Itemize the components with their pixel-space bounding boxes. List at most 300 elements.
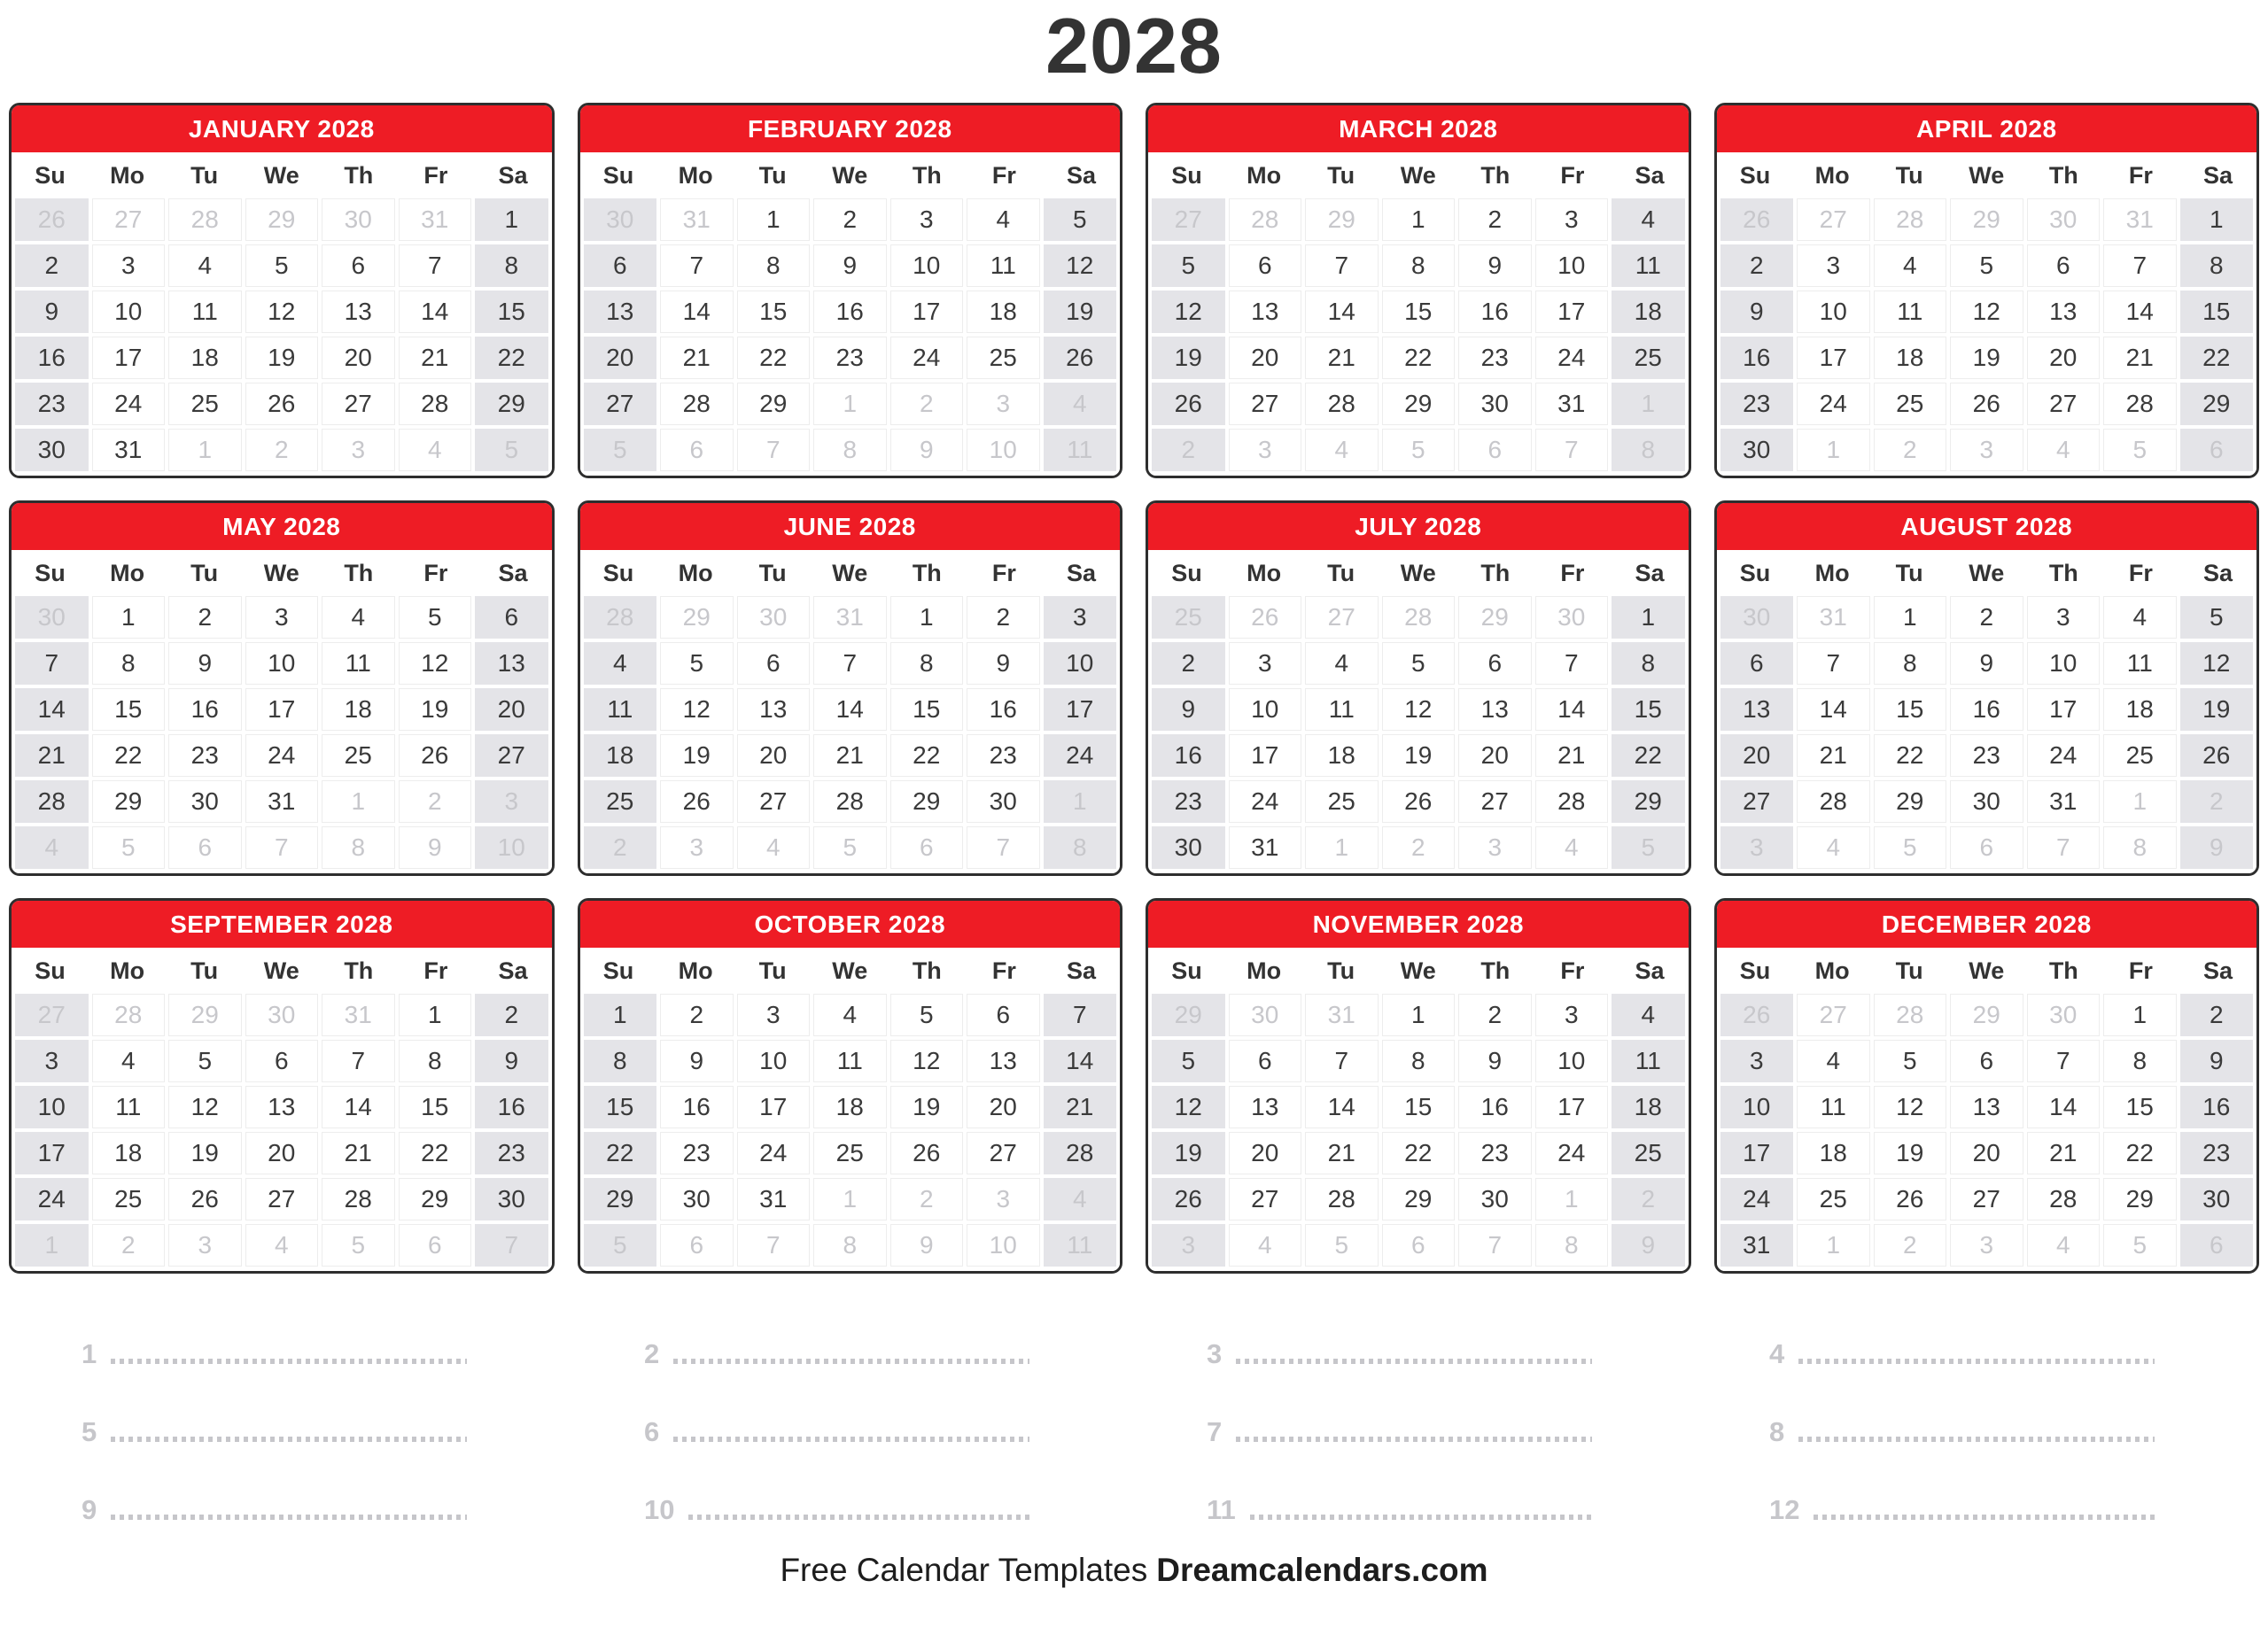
day-cell: 23 <box>1458 1132 1532 1174</box>
day-cell: 11 <box>1044 1224 1117 1267</box>
day-cell: 15 <box>1382 1086 1456 1128</box>
memo-line <box>1697 1445 2259 1526</box>
day-cell: 17 <box>15 1132 89 1174</box>
day-cell: 29 <box>1305 198 1379 241</box>
day-cell: 17 <box>1044 688 1117 731</box>
day-cell: 26 <box>245 383 319 425</box>
day-cell: 26 <box>1044 337 1117 379</box>
day-cell: 13 <box>1720 688 1794 731</box>
day-cell: 22 <box>584 1132 657 1174</box>
day-cell: 4 <box>1612 994 1685 1036</box>
month-card <box>9 898 555 1274</box>
day-cell: 23 <box>660 1132 734 1174</box>
day-cell: 16 <box>15 337 89 379</box>
day-cell: 7 <box>322 1040 395 1082</box>
day-cell: 6 <box>1458 429 1532 471</box>
day-cell: 21 <box>1044 1086 1117 1128</box>
day-cell: 14 <box>660 291 734 333</box>
day-cell: 29 <box>1874 780 1947 823</box>
day-cell: 5 <box>1044 198 1117 241</box>
day-cell: 25 <box>1612 337 1685 379</box>
day-cell: 28 <box>322 1178 395 1220</box>
day-cell: 15 <box>1382 291 1456 333</box>
day-cell: 16 <box>967 688 1040 731</box>
day-cell: 3 <box>1535 994 1609 1036</box>
day-cell: 26 <box>1874 1178 1947 1220</box>
day-cell: 30 <box>475 1178 548 1220</box>
day-cell: 18 <box>584 734 657 777</box>
day-cell: 4 <box>1535 826 1609 869</box>
day-cell: 30 <box>660 1178 734 1220</box>
day-cell: 19 <box>1152 1132 1225 1174</box>
day-cell: 5 <box>399 596 472 639</box>
day-cell: 4 <box>245 1224 319 1267</box>
weekday-label: Fr <box>423 957 448 984</box>
day-cell: 16 <box>1720 337 1794 379</box>
day-cell: 3 <box>1535 198 1609 241</box>
day-cell: 25 <box>1797 1178 1870 1220</box>
day-cell: 2 <box>890 1178 964 1220</box>
day-cell: 3 <box>1720 1040 1794 1082</box>
day-cell: 13 <box>2027 291 2101 333</box>
day-cell: 5 <box>890 994 964 1036</box>
day-cell: 10 <box>1535 1040 1609 1082</box>
weekday-label: Su <box>1739 161 1771 189</box>
weekday-label: Mo <box>1814 559 1850 586</box>
day-cell: 31 <box>1305 994 1379 1036</box>
memo-line <box>571 1290 1134 1368</box>
day-cell: 24 <box>92 383 166 425</box>
day-cell: 7 <box>1535 642 1609 685</box>
day-cell: 6 <box>584 244 657 287</box>
month-header: JUNE 2028 <box>580 503 1121 550</box>
day-cell: 17 <box>92 337 166 379</box>
day-cell: 15 <box>2180 291 2254 333</box>
day-cell: 7 <box>813 642 887 685</box>
day-cell: 14 <box>1044 1040 1117 1082</box>
day-cell: 24 <box>1535 337 1609 379</box>
day-cell: 18 <box>1612 1086 1685 1128</box>
day-cell: 14 <box>322 1086 395 1128</box>
day-cell: 19 <box>2180 688 2254 731</box>
day-cell: 13 <box>245 1086 319 1128</box>
day-cell: 9 <box>475 1040 548 1082</box>
weekday-label: Tu <box>1327 161 1355 189</box>
memo-line-number: 8 <box>1769 1416 1785 1448</box>
month-header: SEPTEMBER 2028 <box>12 901 552 948</box>
day-cell: 13 <box>737 688 811 731</box>
day-cell: 27 <box>245 1178 319 1220</box>
day-cell: 25 <box>1152 596 1225 639</box>
day-cell: 14 <box>2103 291 2177 333</box>
day-cell: 15 <box>92 688 166 731</box>
month-card <box>1714 103 2260 478</box>
month-header: NOVEMBER 2028 <box>1148 901 1689 948</box>
day-cell: 31 <box>2103 198 2177 241</box>
weekday-label: Tu <box>758 161 787 189</box>
day-cell: 1 <box>92 596 166 639</box>
day-cell: 14 <box>1535 688 1609 731</box>
day-cell: 25 <box>813 1132 887 1174</box>
weekday-label: We <box>832 559 868 586</box>
day-cell: 29 <box>1382 1178 1456 1220</box>
weekday-label: Mo <box>1247 559 1282 586</box>
day-cell: 7 <box>2103 244 2177 287</box>
day-cell: 2 <box>1152 642 1225 685</box>
weekday-label: Th <box>2048 957 2078 984</box>
day-cell: 20 <box>2027 337 2101 379</box>
day-cell: 1 <box>322 780 395 823</box>
day-cell: 16 <box>475 1086 548 1128</box>
day-cell: 14 <box>1305 1086 1379 1128</box>
day-cell: 9 <box>660 1040 734 1082</box>
day-cell: 26 <box>1152 383 1225 425</box>
day-cell: 25 <box>168 383 242 425</box>
day-cell: 8 <box>1612 429 1685 471</box>
day-cell: 2 <box>15 244 89 287</box>
day-cell: 28 <box>1305 1178 1379 1220</box>
weekday-label: Su <box>602 559 634 586</box>
day-cell: 13 <box>1229 291 1302 333</box>
month-card <box>578 500 1123 876</box>
day-cell: 13 <box>475 642 548 685</box>
weekday-label: Su <box>602 957 634 984</box>
day-cell: 7 <box>1458 1224 1532 1267</box>
day-cell: 9 <box>967 642 1040 685</box>
day-cell: 7 <box>967 826 1040 869</box>
day-cell: 28 <box>1382 596 1456 639</box>
day-cell: 27 <box>92 198 166 241</box>
weekday-label: Sa <box>1635 161 1665 189</box>
day-cell: 30 <box>2027 994 2101 1036</box>
weekday-label: Su <box>1739 559 1771 586</box>
day-cell: 30 <box>1152 826 1225 869</box>
weekday-label: Th <box>2048 161 2078 189</box>
day-cell: 28 <box>1044 1132 1117 1174</box>
day-cell: 30 <box>737 596 811 639</box>
day-cell: 27 <box>1950 1178 2023 1220</box>
day-cell: 15 <box>475 291 548 333</box>
memo-dotted-line <box>111 1359 467 1364</box>
date-grid <box>1148 994 1689 1271</box>
day-cell: 10 <box>967 1224 1040 1267</box>
day-cell: 18 <box>322 688 395 731</box>
memo-line-number: 1 <box>82 1338 97 1370</box>
day-cell: 23 <box>15 383 89 425</box>
day-cell: 7 <box>737 1224 811 1267</box>
day-cell: 25 <box>2103 734 2177 777</box>
memo-dotted-line <box>1236 1359 1592 1364</box>
month-card <box>9 500 555 876</box>
day-cell: 27 <box>1797 994 1870 1036</box>
day-cell: 11 <box>92 1086 166 1128</box>
day-cell: 30 <box>168 780 242 823</box>
day-cell: 30 <box>1720 596 1794 639</box>
day-cell: 10 <box>1535 244 1609 287</box>
day-cell: 11 <box>1305 688 1379 731</box>
day-cell: 22 <box>1382 1132 1456 1174</box>
day-cell: 14 <box>399 291 472 333</box>
day-cell: 1 <box>2103 780 2177 823</box>
weekday-label: Th <box>344 161 374 189</box>
day-cell: 21 <box>1305 337 1379 379</box>
day-cell: 4 <box>2027 1224 2101 1267</box>
weekday-label: We <box>263 957 299 984</box>
day-cell: 2 <box>1382 826 1456 869</box>
month-card <box>9 103 555 478</box>
day-cell: 3 <box>15 1040 89 1082</box>
day-cell: 12 <box>890 1040 964 1082</box>
memo-line <box>1134 1368 1697 1448</box>
day-cell: 20 <box>1720 734 1794 777</box>
memo-line <box>9 1290 571 1368</box>
day-cell: 5 <box>660 642 734 685</box>
day-cell: 12 <box>245 291 319 333</box>
day-cell: 24 <box>890 337 964 379</box>
day-cell: 7 <box>1305 244 1379 287</box>
day-cell: 6 <box>1382 1224 1456 1267</box>
day-cell: 31 <box>1535 383 1609 425</box>
memo-line <box>571 1368 1134 1448</box>
weekday-label: Fr <box>423 161 448 189</box>
date-grid <box>12 994 552 1271</box>
day-cell: 20 <box>1458 734 1532 777</box>
day-cell: 19 <box>660 734 734 777</box>
day-cell: 4 <box>322 596 395 639</box>
day-cell: 1 <box>1382 198 1456 241</box>
date-grid <box>1148 596 1689 873</box>
footer-brand-link[interactable]: Dreamcalendars.com <box>1156 1552 1488 1589</box>
day-cell: 5 <box>1874 826 1947 869</box>
day-cell: 8 <box>1382 244 1456 287</box>
day-cell: 17 <box>1797 337 1870 379</box>
day-cell: 1 <box>1044 780 1117 823</box>
day-cell: 3 <box>322 429 395 471</box>
day-cell: 21 <box>15 734 89 777</box>
day-cell: 30 <box>1229 994 1302 1036</box>
day-cell: 14 <box>813 688 887 731</box>
memo-line <box>9 1368 571 1448</box>
day-cell: 3 <box>1950 429 2023 471</box>
day-cell: 4 <box>1305 429 1379 471</box>
weekday-label: Th <box>2048 559 2078 586</box>
months-grid <box>0 103 2268 1274</box>
memo-line-number: 4 <box>1769 1338 1785 1370</box>
day-cell: 5 <box>813 826 887 869</box>
day-cell: 1 <box>1797 429 1870 471</box>
day-cell: 15 <box>399 1086 472 1128</box>
memo-line <box>1134 1290 1697 1368</box>
day-cell: 8 <box>399 1040 472 1082</box>
day-cell: 24 <box>1044 734 1117 777</box>
day-cell: 2 <box>1874 1224 1947 1267</box>
day-cell: 16 <box>813 291 887 333</box>
month-header: MARCH 2028 <box>1148 105 1689 152</box>
day-cell: 3 <box>737 994 811 1036</box>
day-cell: 7 <box>15 642 89 685</box>
day-cell: 11 <box>1874 291 1947 333</box>
day-cell: 29 <box>584 1178 657 1220</box>
day-cell: 17 <box>245 688 319 731</box>
day-cell: 11 <box>322 642 395 685</box>
day-cell: 12 <box>1152 1086 1225 1128</box>
month-card <box>1146 898 1691 1274</box>
day-cell: 15 <box>2103 1086 2177 1128</box>
memo-line <box>1697 1368 2259 1448</box>
memo-line-number: 11 <box>1207 1494 1236 1526</box>
date-grid <box>580 994 1121 1271</box>
day-cell: 31 <box>399 198 472 241</box>
month-header: AUGUST 2028 <box>1717 503 2257 550</box>
day-cell: 4 <box>1874 244 1947 287</box>
day-cell: 8 <box>92 642 166 685</box>
day-cell: 14 <box>2027 1086 2101 1128</box>
day-cell: 31 <box>660 198 734 241</box>
day-cell: 2 <box>399 780 472 823</box>
day-cell: 4 <box>15 826 89 869</box>
day-cell: 5 <box>92 826 166 869</box>
day-cell: 2 <box>1458 198 1532 241</box>
day-cell: 9 <box>1458 1040 1532 1082</box>
month-header: FEBRUARY 2028 <box>580 105 1121 152</box>
weekday-label: We <box>263 161 299 189</box>
day-cell: 5 <box>584 1224 657 1267</box>
day-cell: 11 <box>967 244 1040 287</box>
day-cell: 17 <box>1229 734 1302 777</box>
day-cell: 1 <box>1874 596 1947 639</box>
day-cell: 6 <box>737 642 811 685</box>
day-cell: 22 <box>1382 337 1456 379</box>
day-cell: 12 <box>1874 1086 1947 1128</box>
day-cell: 7 <box>660 244 734 287</box>
day-cell: 30 <box>1720 429 1794 471</box>
day-cell: 16 <box>660 1086 734 1128</box>
memo-line <box>1134 1445 1697 1526</box>
weekday-header-row <box>580 948 1121 994</box>
weekday-label: Sa <box>1635 559 1665 586</box>
weekday-label: Fr <box>991 559 1016 586</box>
memo-line-number: 9 <box>82 1494 97 1526</box>
weekday-label: Sa <box>498 559 528 586</box>
day-cell: 28 <box>2103 383 2177 425</box>
day-cell: 6 <box>967 994 1040 1036</box>
day-cell: 7 <box>245 826 319 869</box>
day-cell: 28 <box>92 994 166 1036</box>
day-cell: 29 <box>1152 994 1225 1036</box>
day-cell: 27 <box>1458 780 1532 823</box>
date-grid <box>12 198 552 476</box>
day-cell: 22 <box>737 337 811 379</box>
day-cell: 25 <box>584 780 657 823</box>
day-cell: 3 <box>245 596 319 639</box>
day-cell: 8 <box>737 244 811 287</box>
day-cell: 5 <box>2103 429 2177 471</box>
day-cell: 2 <box>1720 244 1794 287</box>
day-cell: 18 <box>1874 337 1947 379</box>
weekday-label: Mo <box>1814 957 1850 984</box>
day-cell: 29 <box>660 596 734 639</box>
memo-dotted-line <box>1250 1515 1592 1520</box>
weekday-label: Th <box>1480 559 1511 586</box>
day-cell: 4 <box>813 994 887 1036</box>
day-cell: 10 <box>92 291 166 333</box>
day-cell: 19 <box>1874 1132 1947 1174</box>
day-cell: 8 <box>584 1040 657 1082</box>
day-cell: 11 <box>168 291 242 333</box>
day-cell: 18 <box>813 1086 887 1128</box>
day-cell: 9 <box>1458 244 1532 287</box>
weekday-header-row <box>580 152 1121 198</box>
memo-lines-section <box>0 1274 2268 1526</box>
weekday-label: Th <box>912 161 942 189</box>
day-cell: 2 <box>245 429 319 471</box>
day-cell: 1 <box>813 1178 887 1220</box>
day-cell: 4 <box>1797 826 1870 869</box>
weekday-label: Su <box>1171 559 1202 586</box>
day-cell: 7 <box>1044 994 1117 1036</box>
day-cell: 16 <box>1152 734 1225 777</box>
day-cell: 27 <box>1720 780 1794 823</box>
day-cell: 8 <box>2103 1040 2177 1082</box>
month-card <box>1146 103 1691 478</box>
day-cell: 6 <box>2027 244 2101 287</box>
footer <box>0 1552 2268 1589</box>
weekday-header-row <box>12 550 552 596</box>
day-cell: 27 <box>15 994 89 1036</box>
weekday-label: Sa <box>1066 957 1096 984</box>
day-cell: 18 <box>1797 1132 1870 1174</box>
weekday-header-row <box>12 152 552 198</box>
day-cell: 27 <box>322 383 395 425</box>
day-cell: 24 <box>1797 383 1870 425</box>
day-cell: 24 <box>1535 1132 1609 1174</box>
weekday-header-row <box>1717 152 2257 198</box>
weekday-label: Tu <box>758 957 787 984</box>
day-cell: 9 <box>1950 642 2023 685</box>
day-cell: 19 <box>399 688 472 731</box>
day-cell: 27 <box>1229 1178 1302 1220</box>
day-cell: 3 <box>1229 642 1302 685</box>
day-cell: 11 <box>2103 642 2177 685</box>
month-card <box>1146 500 1691 876</box>
weekday-label: Mo <box>1814 161 1850 189</box>
day-cell: 16 <box>168 688 242 731</box>
day-cell: 13 <box>967 1040 1040 1082</box>
weekday-label: Sa <box>2202 957 2233 984</box>
day-cell: 20 <box>1229 1132 1302 1174</box>
day-cell: 19 <box>245 337 319 379</box>
day-cell: 29 <box>92 780 166 823</box>
memo-dotted-line <box>1798 1437 2155 1442</box>
day-cell: 30 <box>584 198 657 241</box>
day-cell: 5 <box>245 244 319 287</box>
day-cell: 28 <box>2027 1178 2101 1220</box>
day-cell: 17 <box>890 291 964 333</box>
day-cell: 31 <box>322 994 395 1036</box>
weekday-label: We <box>1969 161 2005 189</box>
weekday-label: Fr <box>991 957 1016 984</box>
weekday-label: Tu <box>1327 957 1355 984</box>
day-cell: 28 <box>1797 780 1870 823</box>
day-cell: 14 <box>1305 291 1379 333</box>
day-cell: 5 <box>1382 642 1456 685</box>
day-cell: 8 <box>813 429 887 471</box>
day-cell: 19 <box>1382 734 1456 777</box>
day-cell: 21 <box>399 337 472 379</box>
day-cell: 29 <box>399 1178 472 1220</box>
day-cell: 18 <box>2103 688 2177 731</box>
day-cell: 16 <box>1950 688 2023 731</box>
